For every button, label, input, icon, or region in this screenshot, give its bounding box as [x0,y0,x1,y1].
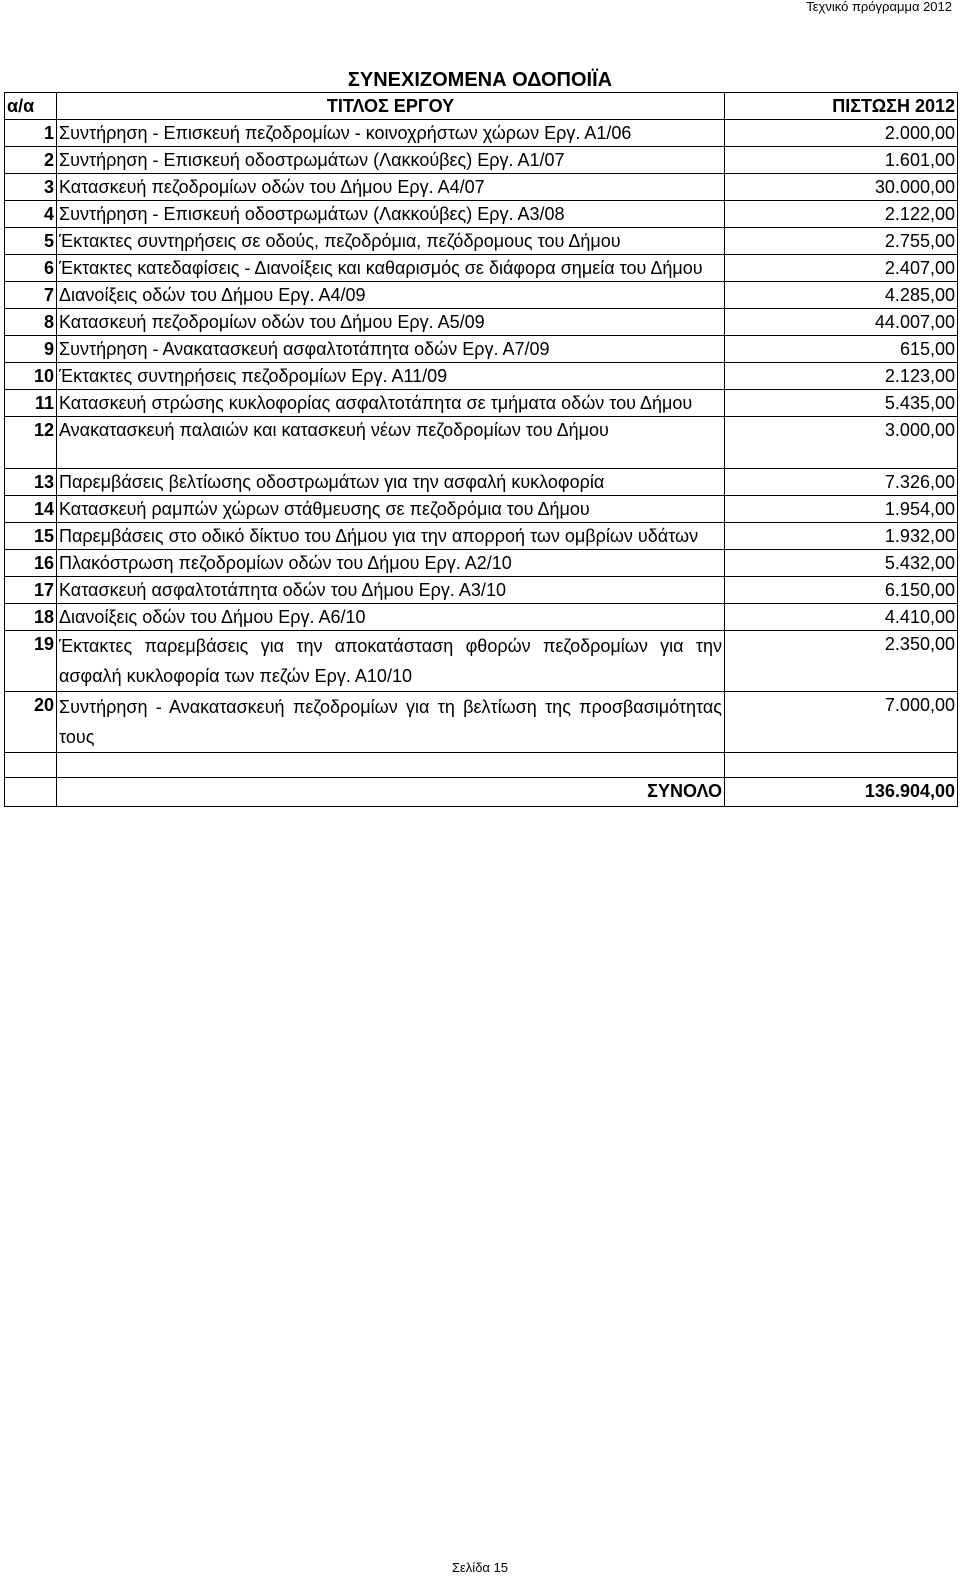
table-row [5,390,958,417]
row-number: 13 [5,469,57,496]
blank-row [5,753,958,778]
running-header: Τεχνικό πρόγραμμα 2012 [806,0,952,14]
page-number: Σελίδα 15 [451,1560,509,1575]
row-number: 3 [5,174,57,201]
works-table [4,92,958,807]
total-row [5,778,958,807]
row-title: Παρεμβάσεις βελτίωσης οδοστρωμάτων για την ασφαλή κυκλοφορία [57,469,725,496]
row-amount: 2.000,00 [725,120,958,147]
row-title: Ανακατασκευή παλαιών και κατασκευή νέων πεζοδρομίων του Δήμου [57,417,725,469]
column-header-aa: α/α [5,93,57,120]
row-amount: 4.410,00 [725,604,958,631]
row-amount: 5.435,00 [725,390,958,417]
row-amount: 7.326,00 [725,469,958,496]
row-amount: 3.000,00 [725,417,958,469]
row-amount: 6.150,00 [725,577,958,604]
row-number: 20 [5,692,57,753]
table-row [5,174,958,201]
table-row [5,363,958,390]
blank-cell [725,753,958,778]
row-number: 10 [5,363,57,390]
table-row [5,147,958,174]
row-number: 16 [5,550,57,577]
row-number: 4 [5,201,57,228]
row-title: Συντήρηση - Επισκευή πεζοδρομίων - κοινοχρήστων χώρων Εργ. Α1/06 [57,120,725,147]
row-amount: 2.122,00 [725,201,958,228]
table-row [5,496,958,523]
row-number: 12 [5,417,57,469]
row-amount: 7.000,00 [725,692,958,753]
table-row [5,282,958,309]
row-title: Έκτακτες συντηρήσεις πεζοδρομίων Εργ. Α11/09 [57,363,725,390]
row-amount: 2.350,00 [725,631,958,692]
row-amount: 2.755,00 [725,228,958,255]
row-number: 7 [5,282,57,309]
total-label: ΣΥΝΟΛΟ [57,778,725,807]
column-header-title: ΤΙΤΛΟΣ ΕΡΓΟΥ [57,93,725,120]
row-title: Έκτακτες κατεδαφίσεις - Διανοίξεις και καθαρισμός σε διάφορα σημεία του Δήμου [57,255,725,282]
row-amount: 615,00 [725,336,958,363]
row-number: 1 [5,120,57,147]
row-amount: 1.954,00 [725,496,958,523]
table-header-row [5,93,958,120]
row-title: Έκτακτες συντηρήσεις σε οδούς, πεζοδρόμια, πεζόδρομους του Δήμου [57,228,725,255]
table-row [5,469,958,496]
total-amount: 136.904,00 [725,778,958,807]
row-amount: 1.601,00 [725,147,958,174]
table-row [5,336,958,363]
row-amount: 5.432,00 [725,550,958,577]
column-header-amount: ΠΙΣΤΩΣΗ 2012 [725,93,958,120]
table-row [5,201,958,228]
row-number: 6 [5,255,57,282]
row-title: Πλακόστρωση πεζοδρομίων οδών του Δήμου Εργ. Α2/10 [57,550,725,577]
row-title: Διανοίξεις οδών του Δήμου Εργ. Α6/10 [57,604,725,631]
row-title: Κατασκευή ραμπών χώρων στάθμευσης σε πεζοδρόμια του Δήμου [57,496,725,523]
row-title: Συντήρηση - Επισκευή οδοστρωμάτων (Λακκούβες) Εργ. Α3/08 [57,201,725,228]
row-amount: 2.123,00 [725,363,958,390]
row-title: Συντήρηση - Ανακατασκευή ασφαλτοτάπητα οδών Εργ. Α7/09 [57,336,725,363]
row-title: Παρεμβάσεις στο οδικό δίκτυο του Δήμου για την απορροή των ομβρίων υδάτων [57,523,725,550]
row-number: 19 [5,631,57,692]
row-title: Συντήρηση - Επισκευή οδοστρωμάτων (Λακκούβες) Εργ. Α1/07 [57,147,725,174]
table-row [5,120,958,147]
row-number: 14 [5,496,57,523]
row-number: 9 [5,336,57,363]
table-row [5,417,958,469]
row-amount: 44.007,00 [725,309,958,336]
row-number: 17 [5,577,57,604]
row-amount: 30.000,00 [725,174,958,201]
table-row [5,577,958,604]
row-title: Κατασκευή ασφαλτοτάπητα οδών του Δήμου Εργ. Α3/10 [57,577,725,604]
table-row [5,309,958,336]
table-row [5,550,958,577]
row-amount: 2.407,00 [725,255,958,282]
blank-cell [57,753,725,778]
blank-cell [5,778,57,807]
row-number: 2 [5,147,57,174]
table-row [5,631,958,692]
table-row [5,228,958,255]
row-number: 11 [5,390,57,417]
row-title: Κατασκευή στρώσης κυκλοφορίας ασφαλτοτάπητα σε τμήματα οδών του Δήμου [57,390,725,417]
row-title: Έκτακτες παρεμβάσεις για την αποκατάσταση φθορών πεζοδρομίων για την ασφαλή κυκλοφορία των πεζών Εργ. Α10/10 [57,631,725,692]
row-title: Διανοίξεις οδών του Δήμου Εργ. Α4/09 [57,282,725,309]
row-title: Κατασκευή πεζοδρομίων οδών του Δήμου Εργ. Α5/09 [57,309,725,336]
row-amount: 1.932,00 [725,523,958,550]
table-row [5,604,958,631]
row-number: 18 [5,604,57,631]
row-number: 15 [5,523,57,550]
table-row [5,255,958,282]
row-number: 8 [5,309,57,336]
table-row [5,692,958,753]
blank-cell [5,753,57,778]
row-amount: 4.285,00 [725,282,958,309]
section-title: ΣΥΝΕΧΙΖΟΜΕΝΑ ΟΔΟΠΟΙΪΑ [347,69,613,91]
row-title: Συντήρηση - Ανακατασκευή πεζοδρομίων για τη βελτίωση της προσβασιμότητας τους [57,692,725,753]
row-number: 5 [5,228,57,255]
table-row [5,523,958,550]
row-title: Κατασκευή πεζοδρομίων οδών του Δήμου Εργ. Α4/07 [57,174,725,201]
